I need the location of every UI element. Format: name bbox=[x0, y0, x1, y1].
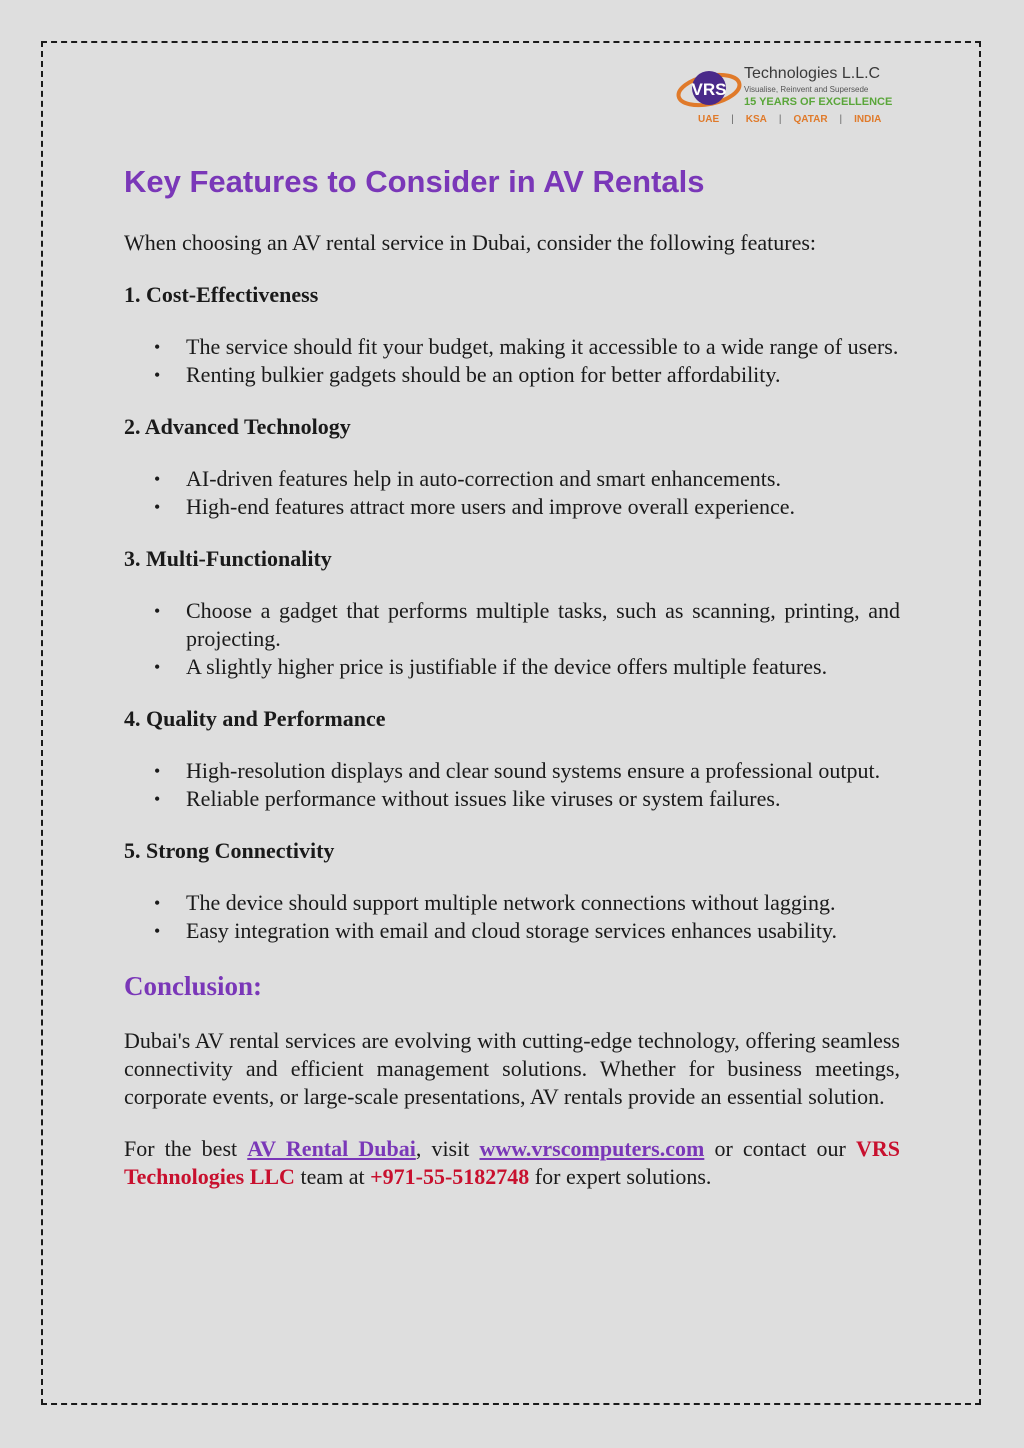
list-item: • Easy integration with email and cloud storage services enhances usability. bbox=[154, 918, 838, 943]
bullet-list-cost bbox=[124, 333, 900, 389]
bullet-icon: • bbox=[154, 365, 161, 385]
bullet-icon: • bbox=[154, 601, 161, 621]
conclusion-paragraph: Dubai's AV rental services are evolving with cutting-edge technology, offering seamless connectivity and efficient management solutions. Whether for business meetings, corporate events, or large-scale presentations, AV rentals provide an essential solution. bbox=[124, 1028, 900, 1109]
list-item: • The device should support multiple network connections without lagging. bbox=[154, 890, 836, 915]
logo-name: Technologies L.L.C bbox=[744, 65, 881, 82]
list-item: • Choose a gadget that performs multiple tasks, such as scanning, printing, and projecting. bbox=[154, 598, 900, 651]
bullet-list-multifunctionality bbox=[124, 597, 900, 681]
list-item: • The service should fit your budget, making it accessible to a wide range of users. bbox=[154, 334, 899, 359]
bullet-icon: • bbox=[154, 789, 161, 809]
region-qatar: QATAR bbox=[793, 114, 828, 125]
logo-monogram: VRS bbox=[691, 80, 727, 99]
intro-paragraph: When choosing an AV rental service in Dubai, consider the following features: bbox=[124, 230, 817, 255]
document-body bbox=[124, 229, 900, 1215]
list-item: • Renting bulkier gadgets should be an option for better affordability. bbox=[154, 362, 781, 387]
logo-regions: UAE | KSA | QATAR | INDIA bbox=[698, 114, 882, 125]
logo-years: 15 YEARS OF EXCELLENCE bbox=[744, 96, 893, 108]
bullet-icon: • bbox=[154, 921, 161, 941]
vrs-logo-icon bbox=[676, 64, 742, 116]
list-item: • High-end features attract more users and improve overall experience. bbox=[154, 494, 796, 519]
section-heading-technology: 2. Advanced Technology bbox=[124, 414, 351, 439]
list-item: • Reliable performance without issues like viruses or system failures. bbox=[154, 786, 781, 811]
bullet-icon: • bbox=[154, 893, 161, 913]
section-heading-cost: 1. Cost-Effectiveness bbox=[124, 282, 319, 307]
region-india: INDIA bbox=[854, 114, 882, 125]
logo-tagline: Visualise, Reinvent and Supersede bbox=[744, 85, 869, 94]
list-item: • AI-driven features help in auto-correction and smart enhancements. bbox=[154, 466, 781, 491]
bullet-icon: • bbox=[154, 469, 161, 489]
list-item: • A slightly higher price is justifiable if the device offers multiple features. bbox=[154, 654, 828, 679]
bullet-list-quality bbox=[124, 757, 900, 813]
bullet-icon: • bbox=[154, 657, 161, 677]
region-ksa: KSA bbox=[745, 114, 767, 125]
contact-paragraph: For the best AV Rental Dubai, visit www.vrscomputers.com or contact our VRS Technologies LLC team at +971-55-5182748 for expert solutions. bbox=[124, 1136, 900, 1189]
section-heading-multifunctionality: 3. Multi-Functionality bbox=[124, 546, 332, 571]
phone-number: +971-55-5182748 bbox=[370, 1164, 530, 1189]
section-heading-quality: 4. Quality and Performance bbox=[124, 706, 386, 731]
website-link[interactable]: www.vrscomputers.com bbox=[479, 1136, 705, 1161]
bullet-list-connectivity bbox=[124, 889, 900, 945]
av-rental-dubai-link[interactable]: AV Rental Dubai bbox=[247, 1136, 416, 1161]
page-title: Key Features to Consider in AV Rentals bbox=[124, 164, 705, 199]
bullet-icon: • bbox=[154, 761, 161, 781]
section-heading-connectivity: 5. Strong Connectivity bbox=[124, 838, 335, 863]
region-uae: UAE bbox=[698, 114, 720, 125]
company-logo bbox=[676, 64, 898, 130]
bullet-list-technology bbox=[124, 465, 900, 521]
bullet-icon: • bbox=[154, 497, 161, 517]
bullet-icon: • bbox=[154, 337, 161, 357]
list-item: • High-resolution displays and clear sound systems ensure a professional output. bbox=[154, 758, 881, 783]
company-name: VRS Technologies LLC bbox=[124, 1136, 900, 1189]
conclusion-heading: Conclusion: bbox=[124, 971, 263, 1001]
